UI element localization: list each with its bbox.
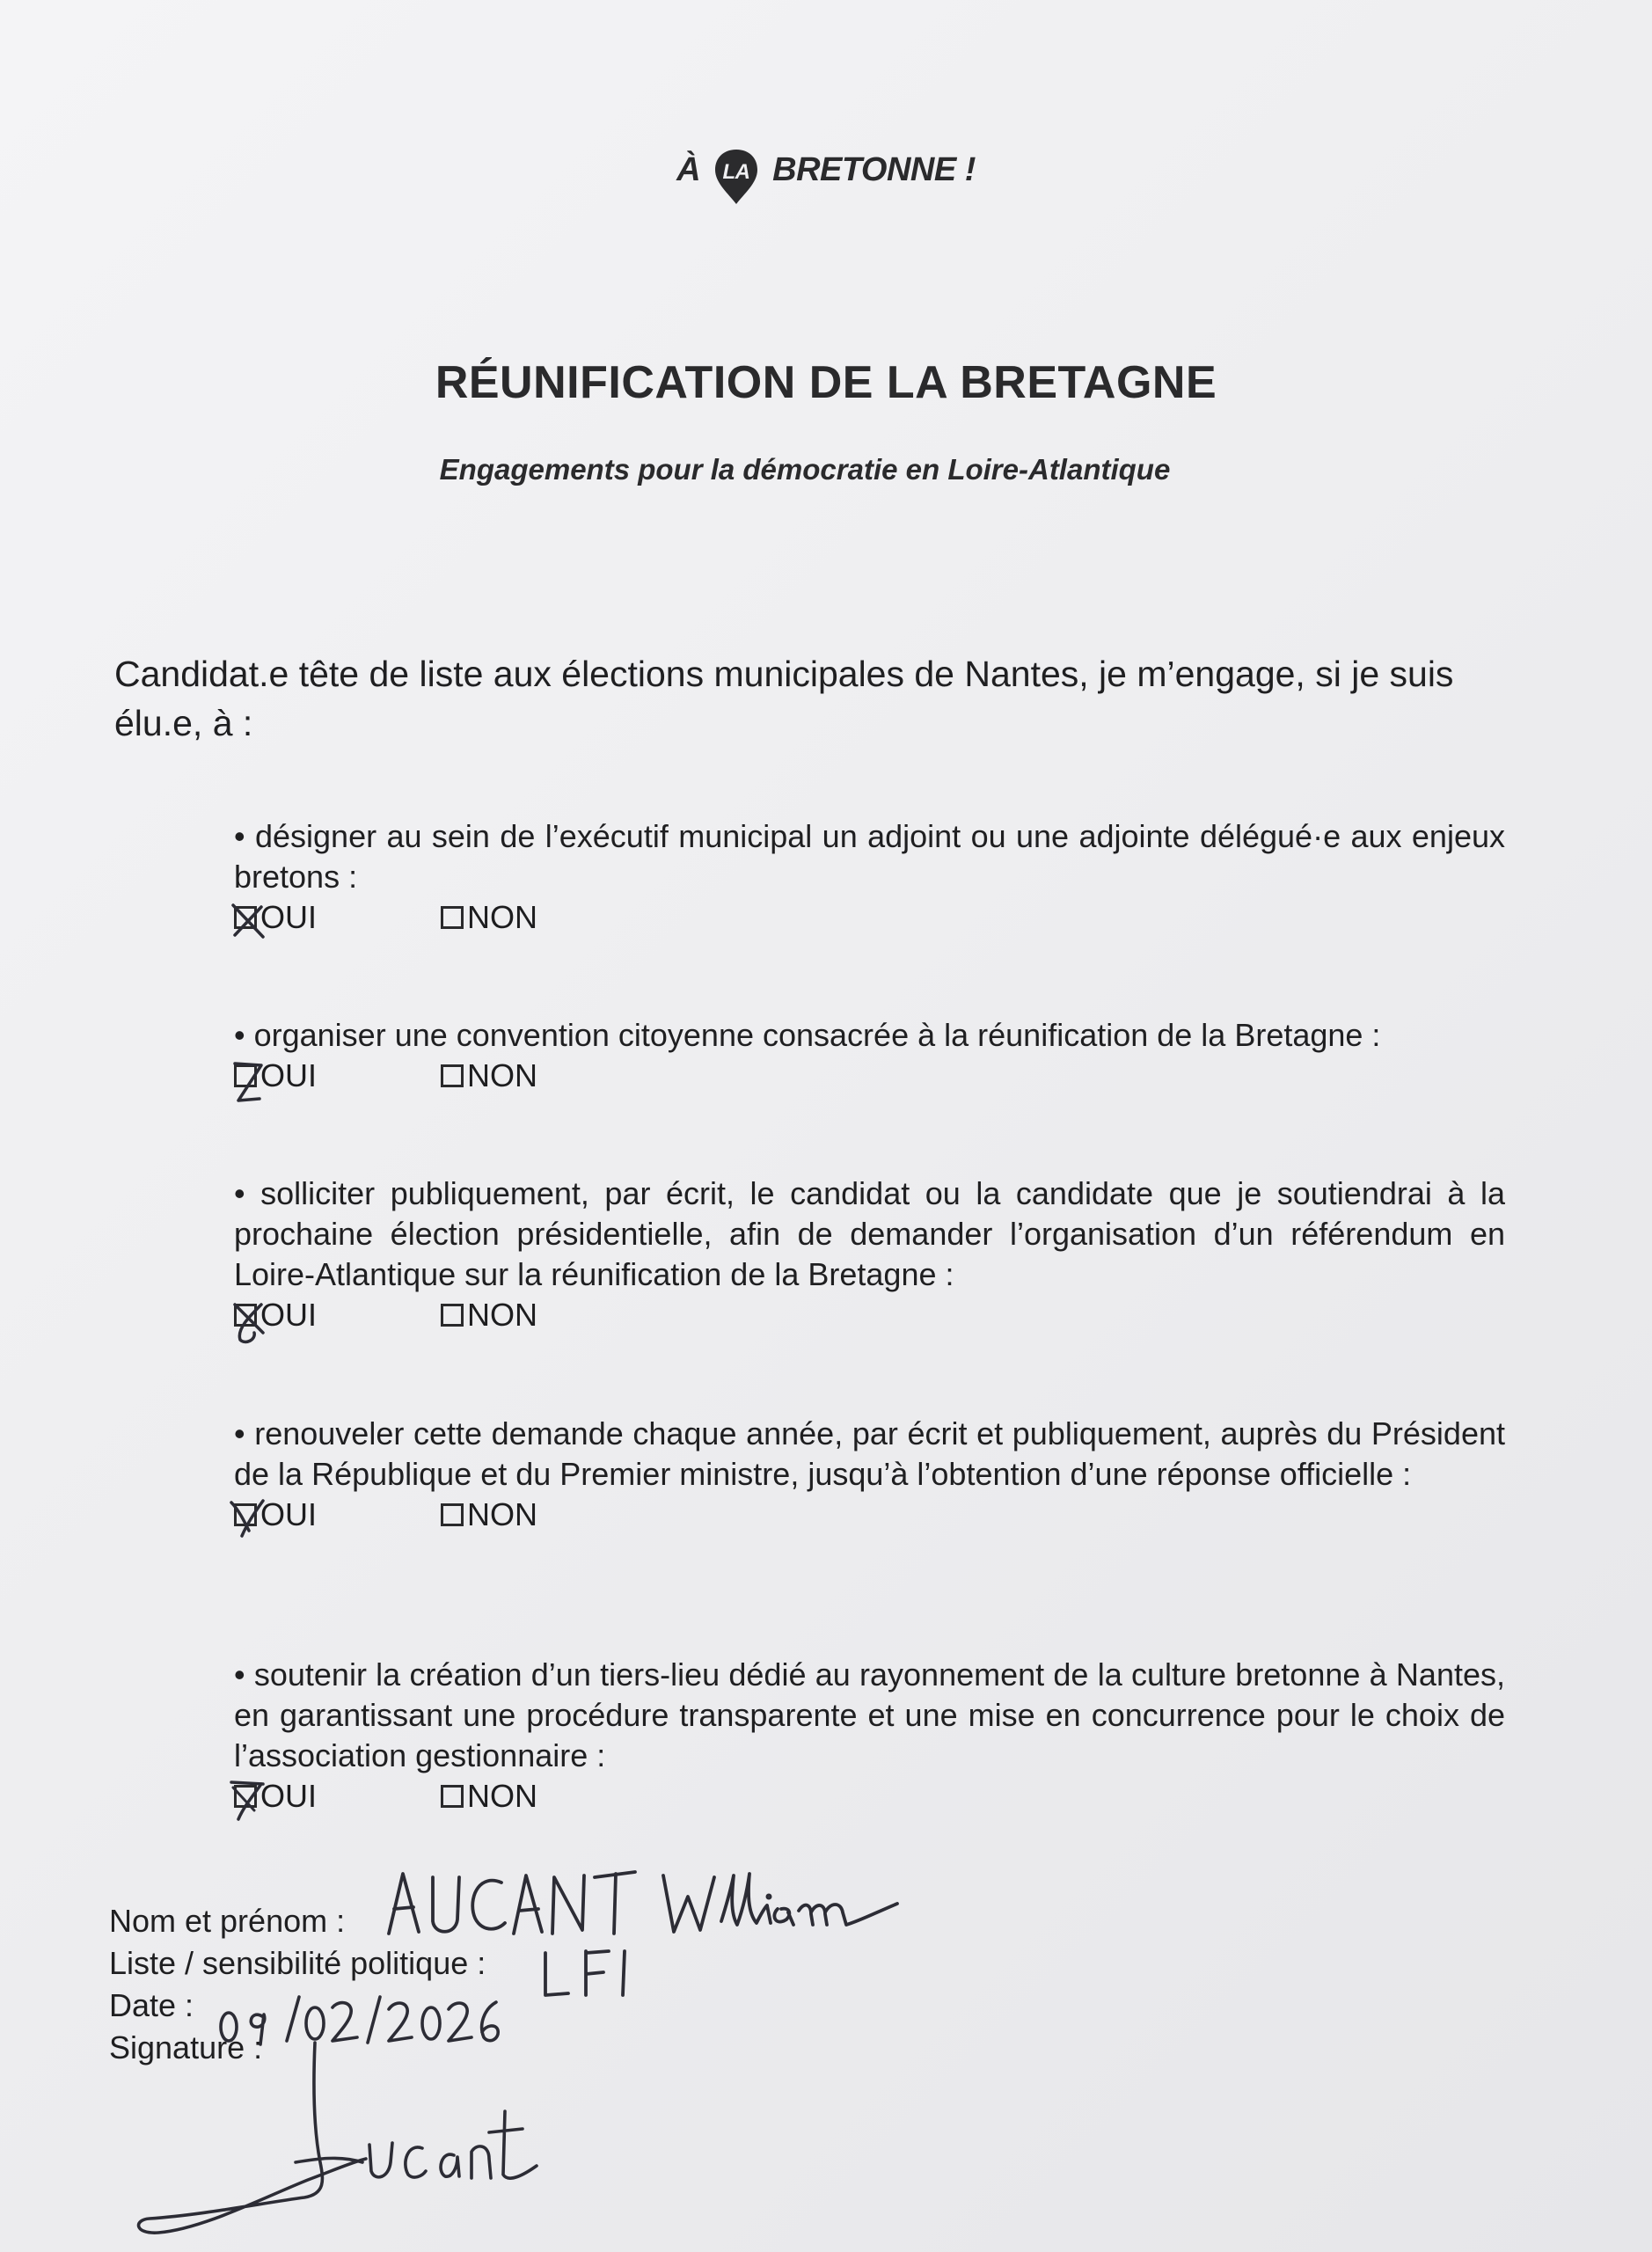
yes-label: OUI — [260, 1778, 318, 1814]
handwritten-list — [538, 1944, 635, 2000]
no-checkbox[interactable] — [441, 1503, 464, 1526]
yes-label: OUI — [260, 899, 318, 935]
no-option[interactable] — [441, 1295, 537, 1335]
check-mark-icon — [228, 1055, 270, 1104]
commitment-text: • soutenir la création d’un tiers-lieu dédié au rayonnement de la culture bretonne à Nantes, en garantissant une procédure transparente et une mise en concurrence pour le choix de l’association gestionnaire : — [234, 1656, 1505, 1773]
name-label: Nom et prénom : — [109, 1903, 346, 1939]
no-option[interactable] — [441, 1495, 537, 1535]
no-label: NON — [467, 1057, 537, 1093]
signature-label: Signature : — [109, 2029, 263, 2066]
handwritten-name — [384, 1863, 903, 1942]
check-mark-icon — [228, 1775, 270, 1824]
no-checkbox[interactable] — [441, 1304, 464, 1327]
no-option[interactable] — [441, 897, 537, 938]
yes-label: OUI — [260, 1496, 318, 1532]
no-checkbox[interactable] — [441, 1064, 464, 1087]
yes-option[interactable] — [234, 1776, 317, 1817]
yes-label: OUI — [260, 1057, 318, 1093]
no-label: NON — [467, 899, 537, 935]
commitment-text: • solliciter publiquement, par écrit, le candidat ou la candidate que je soutiendrai à la prochaine élection présidentielle, afin de demander l’organisation d’un référendum en Loire-Atlantique sur la réunification de la Bretagne : — [234, 1175, 1505, 1292]
commitment-item — [234, 1015, 1505, 1096]
yes-option[interactable] — [234, 897, 317, 938]
commitment-text: • organiser une convention citoyenne consacrée à la réunification de la Bretagne : — [234, 1017, 1381, 1053]
commitment-text: • désigner au sein de l’exécutif municipal un adjoint ou une adjointe délégué·e aux enjeux bretons : — [234, 818, 1505, 895]
list-label: Liste / sensibilité politique : — [109, 1945, 486, 1981]
yes-checkbox[interactable] — [234, 1304, 257, 1327]
yes-option[interactable] — [234, 1495, 317, 1535]
commitment-answers — [234, 897, 1505, 938]
yes-checkbox[interactable] — [234, 1064, 257, 1087]
no-option[interactable] — [441, 1056, 537, 1096]
page-title: RÉUNIFICATION DE LA BRETAGNE — [435, 357, 1217, 408]
logo — [0, 141, 1652, 199]
no-checkbox[interactable] — [441, 1785, 464, 1808]
yes-checkbox[interactable] — [234, 1503, 257, 1526]
no-option[interactable] — [441, 1776, 537, 1817]
commitment-item — [234, 1414, 1505, 1535]
page-subtitle: Engagements pour la démocratie en Loire-Atlantique — [439, 453, 1171, 486]
logo-badge: LA — [722, 160, 750, 184]
check-mark-icon — [228, 1294, 270, 1343]
yes-option[interactable] — [234, 1056, 317, 1096]
commitment-item — [234, 1174, 1505, 1335]
no-label: NON — [467, 1496, 537, 1532]
yes-checkbox[interactable] — [234, 1785, 257, 1808]
commitment-answers — [234, 1056, 1505, 1096]
commitment-answers — [234, 1776, 1505, 1817]
yes-option[interactable] — [234, 1295, 317, 1335]
intro-text: Candidat.e tête de liste aux élections municipales de Nantes, je m’engage, si je suis élu.e, à : — [114, 654, 1454, 743]
check-mark-icon — [228, 1494, 270, 1543]
commitment-text: • renouveler cette demande chaque année, par écrit et publiquement, auprès du Président de la République et du Premier ministre, jusqu’à l’obtention d’une réponse officielle : — [234, 1415, 1505, 1492]
check-mark-icon — [228, 896, 270, 946]
commitment-item — [234, 816, 1505, 938]
logo-prefix: À — [676, 150, 701, 188]
no-label: NON — [467, 1778, 537, 1814]
no-label: NON — [467, 1297, 537, 1333]
date-label: Date : — [109, 1987, 194, 2023]
commitment-item — [234, 1655, 1505, 1817]
commitment-answers — [234, 1295, 1505, 1335]
commitment-answers — [234, 1495, 1505, 1535]
map-pin-icon — [713, 148, 760, 206]
yes-checkbox[interactable] — [234, 906, 257, 929]
yes-label: OUI — [260, 1297, 318, 1333]
logo-suffix: BRETONNE ! — [772, 150, 976, 188]
signature — [132, 2030, 581, 2241]
no-checkbox[interactable] — [441, 906, 464, 929]
